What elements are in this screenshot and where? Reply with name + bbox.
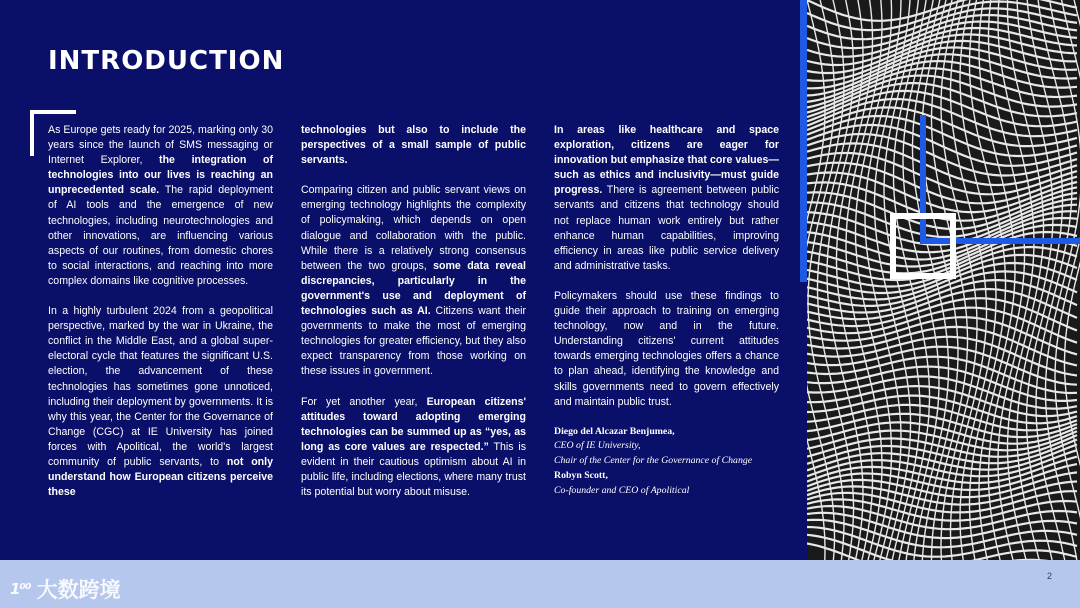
accent-bar <box>800 0 807 282</box>
paragraph-text: In a highly turbulent 2024 from a geopolitical perspective, marked by the war in Ukraine, the conflict in the Middle East, and a global super-electoral cycle that features the significant U.S. election, the advancement of these technologies has sometimes gone unnoticed, including their deployment by governments. It is why this year, the Center for the Governance of Change (CGC) at IE University has joined forces with Apolitical, the world's largest community of public servants, to <box>48 305 273 468</box>
paragraph-emphasis: some data reveal discrepancies, particularly in the government's use and deployment of technologies such as AI. <box>301 259 526 318</box>
paragraph-emphasis: European citizens' attitudes toward adopting emerging technologies can be summed up as “yes, as long as core values are respected.” <box>301 395 526 453</box>
paragraph-text: Citizens want their governments to make the most of emerging technologies for greater efficiency, but they also expect transparency from those working on these issues in government. <box>301 305 526 378</box>
logo-text: 大数跨境 <box>36 578 121 602</box>
paragraph: Policymakers should use these findings to guide their approach to training on emerging technology, now and in the future. Understanding citizens' current attitudes towards emerging technologies offers a chance to plan ahead, identifying the knowledge and skills governments need to govern effectively and maintain public trust. <box>554 289 779 408</box>
paragraph-text: As Europe gets ready for 2025, marking only 30 years since the launch of SMS messaging or Internet Explorer, <box>48 124 273 167</box>
signatory-name: Robyn Scott, <box>554 470 608 482</box>
footer-band <box>0 560 1080 608</box>
text-column-1 <box>48 123 273 515</box>
signatory-role: CEO of IE University, <box>554 440 641 452</box>
text-column-3 <box>554 123 779 499</box>
paragraph-text: For yet another year, <box>301 395 427 408</box>
abstract-artwork-image <box>807 0 1080 560</box>
page-title: INTRODUCTION <box>48 46 285 76</box>
signatory-role: Co-founder and CEO of Apolitical <box>554 484 690 496</box>
signatory-name: Diego del Alcazar Benjumea, <box>554 425 675 437</box>
watermark-logo <box>10 574 121 604</box>
signatory-role: Chair of the Center for the Governance of Change <box>554 455 753 467</box>
paragraph-emphasis: not only understand how European citizens perceive these <box>48 455 273 499</box>
paragraph <box>301 395 526 501</box>
paragraph-text: Comparing citizen and public servant views on emerging technology highlights the complexity of policymaking, which depends on open dialogue and collaboration with the public. While there is a relatively strong consensus between the two groups, <box>301 184 526 272</box>
paragraph-emphasis: technologies but also to include the perspectives of a small sample of public servants. <box>301 124 526 167</box>
page-number: 2 <box>1047 571 1053 581</box>
text-column-2 <box>301 123 526 515</box>
paragraph <box>48 304 273 500</box>
paragraph-emphasis: In areas like healthcare and space exploration, citizens are eager for innovation but emphasize that core values—such as ethics and inclusivity—must guide progress. <box>554 124 779 197</box>
paragraph <box>554 123 779 274</box>
paragraph <box>301 183 526 379</box>
wave-lines-illustration <box>807 0 1080 560</box>
logo-mark: 1⁰⁰ <box>10 580 31 598</box>
paragraph-emphasis: the integration of technologies into our lives is reaching an unprecedented scale. <box>48 154 273 197</box>
paragraph-text: There is agreement between public servants and citizens that technology should not replace human work entirely but rather enhance human capabilities, improving efficiency in areas like public service delivery and administrative tasks. <box>554 184 779 272</box>
paragraph <box>301 123 526 168</box>
paragraph <box>48 123 273 289</box>
paragraph-text: The rapid deployment of AI tools and the emergence of new technologies, including neurotechnologies and other innovations, are influencing various aspects of our routines, from domestic chores to social interactions, and reaching into more complex domains like cognitive processes. <box>48 184 273 287</box>
white-square-decoration <box>890 213 956 279</box>
signature-block <box>554 425 779 499</box>
paragraph-text: This is evident in their cautious optimism about AI in public life, including elections, where many trust its potential but worry about misuse. <box>301 440 526 499</box>
